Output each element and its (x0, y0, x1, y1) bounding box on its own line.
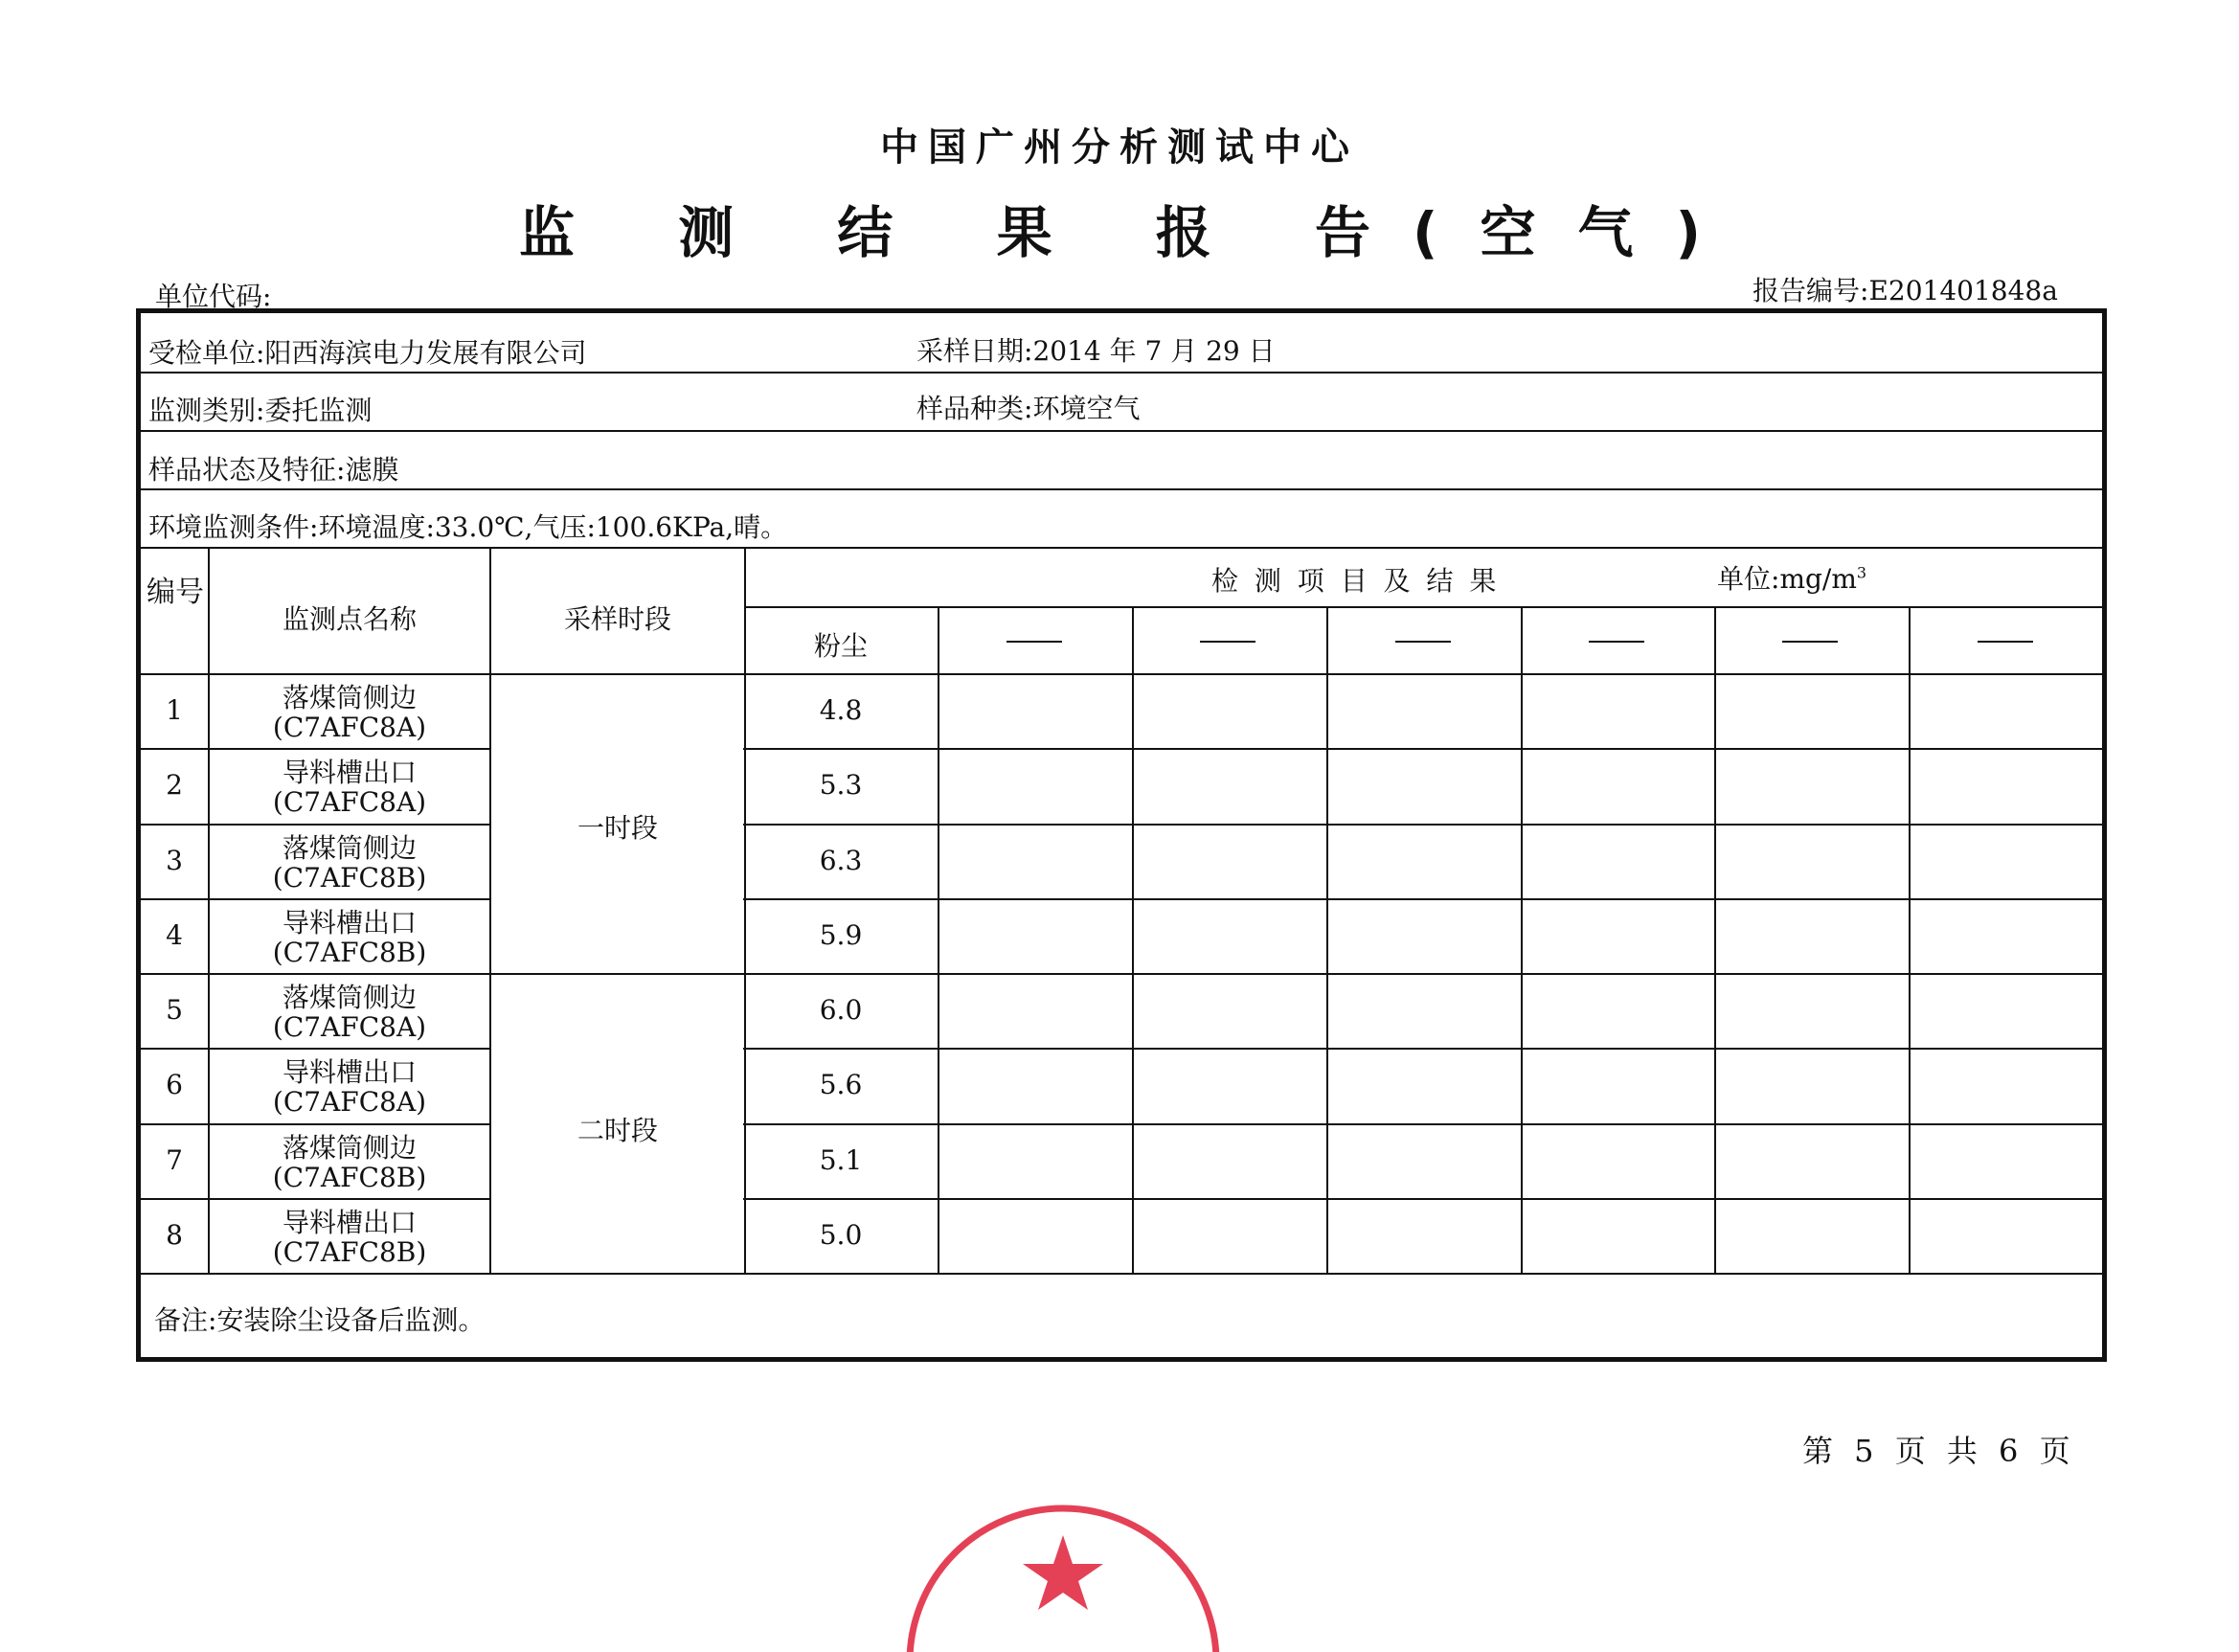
report-number (1753, 270, 2058, 308)
sample-type-value: 环境空气 (1032, 393, 1141, 424)
sampling-date-label: 采样日期: (916, 335, 1033, 367)
sample-state-label: 样品状态及特征: (148, 454, 346, 486)
dust-value: 5.0 (819, 1218, 863, 1251)
dust-value: 5.6 (819, 1069, 863, 1101)
row-number: 3 (166, 844, 183, 876)
empty-item-dash (1782, 641, 1838, 643)
monitoring-point-name: 导料槽出口 (282, 757, 417, 789)
sampling-date-value: 2014 年 7 月 29 日 (1032, 335, 1276, 367)
env-conditions-field (148, 507, 787, 545)
monitor-type-label: 监测类别: (148, 395, 265, 426)
report-number-label: 报告编号: (1753, 275, 1869, 306)
client-value: 阳西海滨电力发展有限公司 (264, 337, 587, 369)
sample-state-field (148, 449, 398, 487)
monitoring-point-code: (C7AFC8A) (272, 786, 427, 819)
dust-value: 5.3 (819, 769, 863, 802)
monitor-type-value: 委托监测 (264, 395, 373, 426)
col-header-point: 监测点名称 (282, 603, 417, 635)
unit-exponent: 3 (1856, 563, 1867, 582)
remark: 备注:安装除尘设备后监测。 (154, 1304, 486, 1336)
dust-value: 4.8 (819, 694, 863, 726)
sample-type-field (916, 388, 1140, 426)
report-number-value: E201401848a (1868, 275, 2058, 306)
row-number: 1 (166, 694, 183, 726)
monitoring-point-code: (C7AFC8B) (272, 861, 427, 894)
seal-star-icon (1023, 1535, 1103, 1610)
monitoring-point-name: 落煤筒侧边 (282, 982, 417, 1013)
row-number: 5 (166, 994, 183, 1026)
report-title: 监 测 结 果 报 告(空气) (519, 200, 1743, 265)
monitoring-point-name: 导料槽出口 (282, 906, 417, 939)
monitoring-point-code: (C7AFC8B) (272, 1161, 427, 1193)
monitoring-point-name: 落煤筒侧边 (282, 682, 417, 713)
dust-value: 6.3 (819, 844, 863, 876)
dust-value: 5.1 (819, 1143, 863, 1176)
row-number: 4 (166, 918, 183, 951)
page-number: 第 5 页 共 6 页 (1802, 1433, 2076, 1469)
official-seal (900, 1489, 1226, 1652)
organization-name: 中国广州分析测试中心 (880, 125, 1359, 170)
empty-item-dash (1589, 641, 1644, 643)
row-number: 8 (166, 1218, 183, 1251)
row-number: 6 (166, 1069, 183, 1101)
unit-value: mg/m (1779, 563, 1857, 595)
period-label-2: 二时段 (577, 1115, 658, 1146)
unit-code-label: 单位代码: (155, 281, 272, 312)
empty-item-dash (1200, 641, 1255, 643)
row-number: 7 (166, 1143, 183, 1176)
unit-label: 单位: (1717, 563, 1780, 595)
monitoring-point-code: (C7AFC8A) (272, 1086, 427, 1119)
col-header-period: 采样时段 (563, 603, 671, 635)
unit-field (1717, 558, 1866, 597)
empty-item-dash (1395, 641, 1451, 643)
sample-type-label: 样品种类: (916, 393, 1033, 424)
monitoring-point-name: 落煤筒侧边 (282, 1131, 417, 1164)
env-conditions-label: 环境监测条件: (148, 511, 319, 543)
monitoring-point-name: 导料槽出口 (282, 1056, 417, 1089)
period-label-1: 一时段 (577, 812, 658, 844)
sampling-date-field (916, 330, 1276, 369)
empty-item-dash (1006, 641, 1062, 643)
empty-item-dash (1978, 641, 2033, 643)
col-header-no: 编号 (147, 576, 204, 609)
client-field (148, 332, 586, 371)
monitor-type-field (148, 390, 372, 428)
item-dust-header: 粉尘 (813, 630, 868, 662)
dust-value: 5.9 (819, 918, 863, 951)
sample-state-value: 滤膜 (345, 454, 399, 486)
monitoring-point-name: 导料槽出口 (282, 1206, 417, 1238)
monitoring-point-code: (C7AFC8A) (272, 1011, 427, 1043)
client-label: 受检单位: (148, 337, 265, 369)
monitoring-point-code: (C7AFC8B) (272, 936, 427, 968)
report-table (136, 308, 2107, 1362)
monitoring-point-code: (C7AFC8A) (272, 712, 427, 743)
env-conditions-value: 环境温度:33.0℃,气压:100.6KPa,晴。 (318, 511, 788, 543)
row-number: 2 (166, 769, 183, 802)
results-header: 检 测 项 目 及 结 果 (1211, 565, 1501, 597)
dust-value: 6.0 (819, 994, 863, 1026)
monitoring-point-name: 落煤筒侧边 (282, 831, 417, 864)
monitoring-point-code: (C7AFC8B) (272, 1235, 427, 1268)
